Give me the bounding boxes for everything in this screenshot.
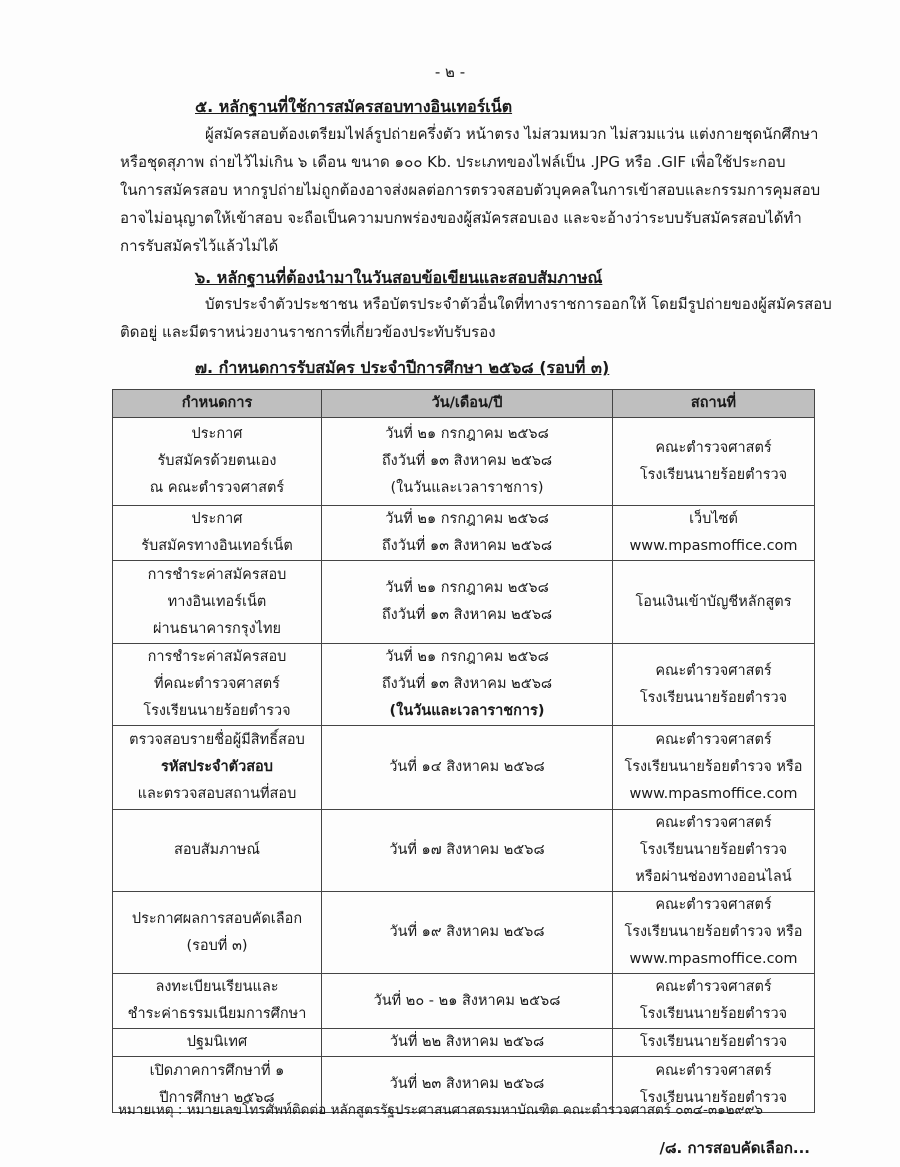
- date-line: วันที่ ๑๔ สิงหาคม ๒๕๖๘: [389, 759, 545, 775]
- column-header-place: สถานที่: [613, 390, 815, 418]
- page-number: - ๒ -: [434, 63, 466, 81]
- event-line: ปีการศึกษา ๒๕๖๘: [159, 1089, 275, 1106]
- place-line: คณะตำรวจศาสตร์: [655, 979, 772, 995]
- date-line: วันที่ ๒๒ สิงหาคม ๒๕๖๘: [389, 1034, 545, 1050]
- event-line: โรงเรียนนายร้อยตำรวจ: [143, 703, 291, 719]
- event-line: ลงทะเบียนเรียนและ: [155, 979, 279, 995]
- date-line: วันที่ ๒๑ กรกฎาคม ๒๕๖๘: [385, 511, 549, 527]
- event-line: ประกาศ: [191, 426, 243, 442]
- event-line: ชำระค่าธรรมเนียมการศึกษา: [127, 1006, 307, 1022]
- cell-event: [113, 892, 322, 974]
- cell-place: [613, 810, 815, 892]
- section-6-line: ติดอยู่ และมีตราหน่วยงานราชการที่เกี่ยวข้องประทับรับรอง: [120, 323, 496, 341]
- cell-event: [113, 418, 322, 506]
- event-line: ณ คณะตำรวจศาสตร์: [149, 480, 285, 496]
- cell-date: [322, 726, 613, 810]
- event-line: และตรวจสอบสถานที่สอบ: [137, 786, 297, 802]
- table-row: [113, 1029, 815, 1057]
- section-5-line: การรับสมัครไว้แล้วไม่ได้: [120, 237, 279, 255]
- cell-place: [613, 506, 815, 561]
- section-7-heading: ๗. กำหนดการรับสมัคร ประจำปีการศึกษา ๒๕๖๘ (รอบที่ ๓): [195, 358, 610, 377]
- table-row: [113, 892, 815, 974]
- event-line: ตรวจสอบรายชื่อผู้มีสิทธิ์สอบ: [129, 732, 305, 748]
- table-row: [113, 644, 815, 726]
- date-line: วันที่ ๑๙ สิงหาคม ๒๕๖๘: [389, 924, 545, 940]
- cell-place: [613, 418, 815, 506]
- cell-place: [613, 726, 815, 810]
- cell-event: [113, 644, 322, 726]
- event-line: ปฐมนิเทศ: [186, 1034, 248, 1050]
- section-5-line: ผู้สมัครสอบต้องเตรียมไฟล์รูปถ่ายครึ่งตัว หน้าตรง ไม่สวมหมวก ไม่สวมแว่น แต่งกายชุดนักศึกษา: [205, 125, 819, 143]
- event-line: เปิดภาคการศึกษาที่ ๑: [149, 1062, 285, 1079]
- cell-event: [113, 506, 322, 561]
- place-line: www.mpasmoffice.com: [629, 538, 798, 554]
- event-line: ผ่านธนาคารกรุงไทย: [152, 620, 282, 637]
- place-line: โอนเงินเข้าบัญชีหลักสูตร: [635, 593, 792, 610]
- place-line: โรงเรียนนายร้อยตำรวจ: [639, 1089, 788, 1106]
- cell-event: [113, 974, 322, 1029]
- table-row: [113, 974, 815, 1029]
- event-line: การชำระค่าสมัครสอบ: [147, 566, 287, 583]
- place-line: คณะตำรวจศาสตร์: [655, 662, 772, 679]
- section-5-line: อาจไม่อนุญาตให้เข้าสอบ จะถือเป็นความบกพร่องของผู้สมัครสอบเอง และจะอ้างว่าระบบรับสมัครสอบได้ทำ: [120, 209, 802, 227]
- place-line: คณะตำรวจศาสตร์: [655, 1062, 772, 1079]
- event-line: ประกาศผลการสอบคัดเลือก: [131, 910, 303, 927]
- cell-date: [322, 418, 613, 506]
- cell-event: [113, 726, 322, 810]
- cell-event: [113, 810, 322, 892]
- date-line: ถึงวันที่ ๑๓ สิงหาคม ๒๕๖๘: [381, 538, 553, 554]
- place-line: โรงเรียนนายร้อยตำรวจ หรือ: [624, 924, 803, 940]
- column-header-event: กำหนดการ: [113, 390, 322, 418]
- column-header-date: วัน/เดือน/ปี: [322, 390, 613, 418]
- cell-place: [613, 561, 815, 644]
- table-row: [113, 726, 815, 810]
- date-line: วันที่ ๒๑ กรกฎาคม ๒๕๖๘: [385, 580, 549, 596]
- date-line: วันที่ ๒๑ กรกฎาคม ๒๕๖๘: [385, 649, 549, 665]
- place-line: โรงเรียนนายร้อยตำรวจ: [639, 1006, 788, 1022]
- table-header-row: [113, 390, 815, 418]
- date-line: (ในวันและเวลาราชการ): [390, 480, 544, 496]
- date-line: วันที่ ๒๑ กรกฎาคม ๒๕๖๘: [385, 426, 549, 442]
- cell-place: [613, 644, 815, 726]
- event-line: ที่คณะตำรวจศาสตร์: [154, 676, 280, 692]
- cell-date: [322, 506, 613, 561]
- cell-date: [322, 1029, 613, 1057]
- section-6-heading: ๖. หลักฐานที่ต้องนำมาในวันสอบข้อเขียนและสอบสัมภาษณ์: [195, 268, 603, 287]
- event-line: ทางอินเทอร์เน็ต: [167, 593, 267, 610]
- place-line: คณะตำรวจศาสตร์: [655, 897, 772, 913]
- section-5-line: หรือชุดสุภาพ ถ่ายไว้ไม่เกิน ๖ เดือน ขนาด ๑๐๐ Kb. ประเภทของไฟล์เป็น .JPG หรือ .GIF เพื่อใช้ประกอบ: [120, 153, 786, 171]
- cell-date: [322, 644, 613, 726]
- section-6-line: บัตรประจำตัวประชาชน หรือบัตรประจำตัวอื่นใดที่ทางราชการออกให้ โดยมีรูปถ่ายของผู้สมัครสอบ: [205, 295, 832, 313]
- place-line: โรงเรียนนายร้อยตำรวจ: [639, 466, 788, 483]
- date-line: (ในวันและเวลาราชการ): [389, 703, 545, 719]
- cell-place: [613, 974, 815, 1029]
- place-line: www.mpasmoffice.com: [629, 951, 798, 967]
- date-line: วันที่ ๑๗ สิงหาคม ๒๕๖๘: [389, 842, 545, 858]
- place-line: คณะตำรวจศาสตร์: [655, 815, 772, 831]
- section-5-heading: ๕. หลักฐานที่ใช้การสมัครสอบทางอินเทอร์เน็ต: [195, 97, 513, 116]
- event-line: สอบสัมภาษณ์: [174, 842, 260, 858]
- place-line: หรือผ่านช่องทางออนไลน์: [635, 869, 792, 885]
- cell-date: [322, 974, 613, 1029]
- cell-date: [322, 892, 613, 974]
- event-line: รหัสประจำตัวสอบ: [161, 759, 273, 775]
- table-row: [113, 506, 815, 561]
- event-line: (รอบที่ ๓): [186, 937, 248, 954]
- event-line: รับสมัครด้วยตนเอง: [157, 453, 277, 469]
- footnote: หมายเหตุ : หมายเลขโทรศัพท์ติดต่อ หลักสูตรรัฐประศาสนศาสตรมหาบัณฑิต คณะตำรวจศาสตร์ ๐๓๔-๓๑๒๙๙๖: [118, 1102, 763, 1118]
- place-line: โรงเรียนนายร้อยตำรวจ: [639, 842, 788, 858]
- place-line: โรงเรียนนายร้อยตำรวจ: [639, 1034, 788, 1050]
- place-line: คณะตำรวจศาสตร์: [655, 732, 772, 748]
- table-row: [113, 810, 815, 892]
- table-row: [113, 418, 815, 506]
- date-line: ถึงวันที่ ๑๓ สิงหาคม ๒๕๖๘: [381, 453, 553, 469]
- event-line: รับสมัครทางอินเทอร์เน็ต: [141, 538, 293, 554]
- cell-event: [113, 1029, 322, 1057]
- section-5-line: ในการสมัครสอบ หากรูปถ่ายไม่ถูกต้องอาจส่งผลต่อการตรวจสอบตัวบุคคลในการเข้าสอบและกรรมการคุมสอบ: [120, 181, 821, 199]
- place-line: โรงเรียนนายร้อยตำรวจ หรือ: [624, 759, 803, 775]
- cell-place: [613, 892, 815, 974]
- table-row: [113, 561, 815, 644]
- date-line: วันที่ ๒๐ - ๒๑ สิงหาคม ๒๕๖๘: [373, 992, 561, 1009]
- cell-event: [113, 561, 322, 644]
- schedule-table: [112, 389, 815, 1113]
- event-line: การชำระค่าสมัครสอบ: [147, 649, 287, 665]
- date-line: วันที่ ๒๓ สิงหาคม ๒๕๖๘: [389, 1076, 545, 1092]
- place-line: โรงเรียนนายร้อยตำรวจ: [639, 689, 788, 706]
- place-line: คณะตำรวจศาสตร์: [655, 439, 772, 456]
- cell-date: [322, 810, 613, 892]
- cell-place: [613, 1029, 815, 1057]
- place-line: www.mpasmoffice.com: [629, 786, 798, 802]
- date-line: ถึงวันที่ ๑๓ สิงหาคม ๒๕๖๘: [381, 676, 553, 692]
- cell-date: [322, 561, 613, 644]
- place-line: เว็บไซต์: [689, 511, 738, 527]
- event-line: ประกาศ: [191, 511, 243, 527]
- date-line: ถึงวันที่ ๑๓ สิงหาคม ๒๕๖๘: [381, 607, 553, 623]
- continuation-text: /๘. การสอบคัดเลือก...: [659, 1139, 810, 1157]
